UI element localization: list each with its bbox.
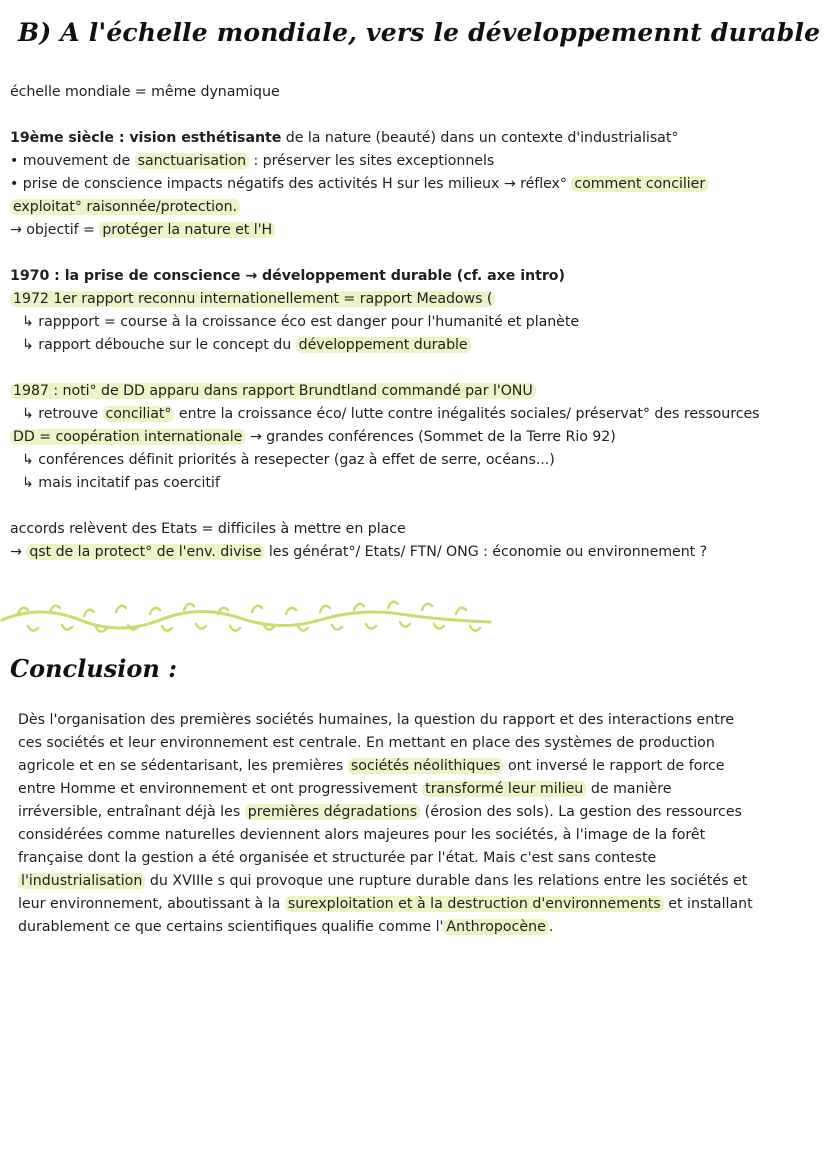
highlight: DD = coopération internationale <box>10 429 245 445</box>
vine-divider <box>0 592 500 640</box>
highlight: 1987 : noti° de DD apparu dans rapport Brundtland commandé par l'ONU <box>10 383 536 399</box>
text-line: → qst de la protect° de l'env. divise les générat°/ Etats/ FTN/ ONG : économie ou environnement ? <box>10 544 708 560</box>
bullet-line: • mouvement de sanctuarisation : préserver les sites exceptionnels <box>10 153 495 169</box>
sub-line: ↳ conférences définit priorités à resepecter (gaz à effet de serre, océans...) <box>22 452 555 468</box>
text-line: → objectif = protéger la nature et l'H <box>10 220 275 240</box>
highlight: sociétés néolithiques <box>348 758 504 774</box>
highlight: sanctuarisation <box>135 153 249 169</box>
highlight: l'industrialisation <box>18 873 145 889</box>
conclusion-paragraph: Dès l'organisation des premières sociétés humaines, la question du rapport et des interactions entre ces sociétés et leur environnement est centrale. En mettant en place des systèmes de production agricole et en se sédentarisant, les premières sociétés néolithiques ont inversé le rapport de force entre Homme et environnement et ont progressivement transformé leur milieu de manière irréversible, entraînant déjà les premières dégradations (érosion des sols). La gestion des ressources considérées comme naturelles deviennent alors majeures pour les sociétés, à l'image de la forêt française dont la gestion a été organisée et structurée par l'état. Mais c'est sans conteste l'industrialisation du XVIIIe s qui provoque une rupture durable dans les relations entre les sociétés et leur environnement, aboutissant à la surexploitation et à la destruction d'environnements et installant durablement ce que certains scientifiques qualifie comme l' Anthropocène . <box>18 712 753 935</box>
highlight: 1972 1er rapport reconnu internationellement = rapport Meadows ( <box>10 291 495 307</box>
text-line: 19ème siècle : vision esthétisante de la nature (beauté) dans un contexte d'industrialisat° <box>10 130 679 146</box>
highlight: comment concilier <box>571 176 708 192</box>
highlight: premières dégradations <box>245 804 420 820</box>
text-line: DD = coopération internationale → grandes conférences (Sommet de la Terre Rio 92) <box>10 427 616 447</box>
text-line <box>10 289 495 309</box>
highlight: surexploitation et à la destruction d'environnements <box>285 896 664 912</box>
text-line: échelle mondiale = même dynamique <box>10 84 280 100</box>
highlight: conciliat° <box>103 406 175 422</box>
sub-line: ↳ retrouve conciliat° entre la croissance éco/ lutte contre inégalités sociales/ préservat° des ressources <box>22 406 760 422</box>
subheading: 1970 : la prise de conscience → développement durable (cf. axe intro) <box>10 268 565 284</box>
highlight: exploitat° raisonnée/protection. <box>10 199 240 215</box>
sub-line: ↳ rappport = course à la croissance éco est danger pour l'humanité et planète <box>22 314 580 330</box>
section-title: B) A l'échelle mondiale, vers le développemennt durable <box>18 18 821 47</box>
highlight: Anthropocène <box>443 919 548 935</box>
text-line <box>10 381 536 401</box>
highlight: développement durable <box>296 337 471 353</box>
conclusion-heading: Conclusion : <box>10 654 178 683</box>
text-line <box>10 197 240 217</box>
text-line: accords relèvent des Etats = difficiles à mettre en place <box>10 521 406 537</box>
highlight: protéger la nature et l'H <box>99 222 275 238</box>
bullet-line: • prise de conscience impacts négatifs des activités H sur les milieux → réflex° comment concilier <box>10 174 708 194</box>
sub-line: ↳ rapport débouche sur le concept du développement durable <box>22 335 471 355</box>
sub-line: ↳ mais incitatif pas coercitif <box>22 475 220 491</box>
highlight: transformé leur milieu <box>422 781 586 797</box>
highlight: qst de la protect° de l'env. divise <box>26 544 264 560</box>
